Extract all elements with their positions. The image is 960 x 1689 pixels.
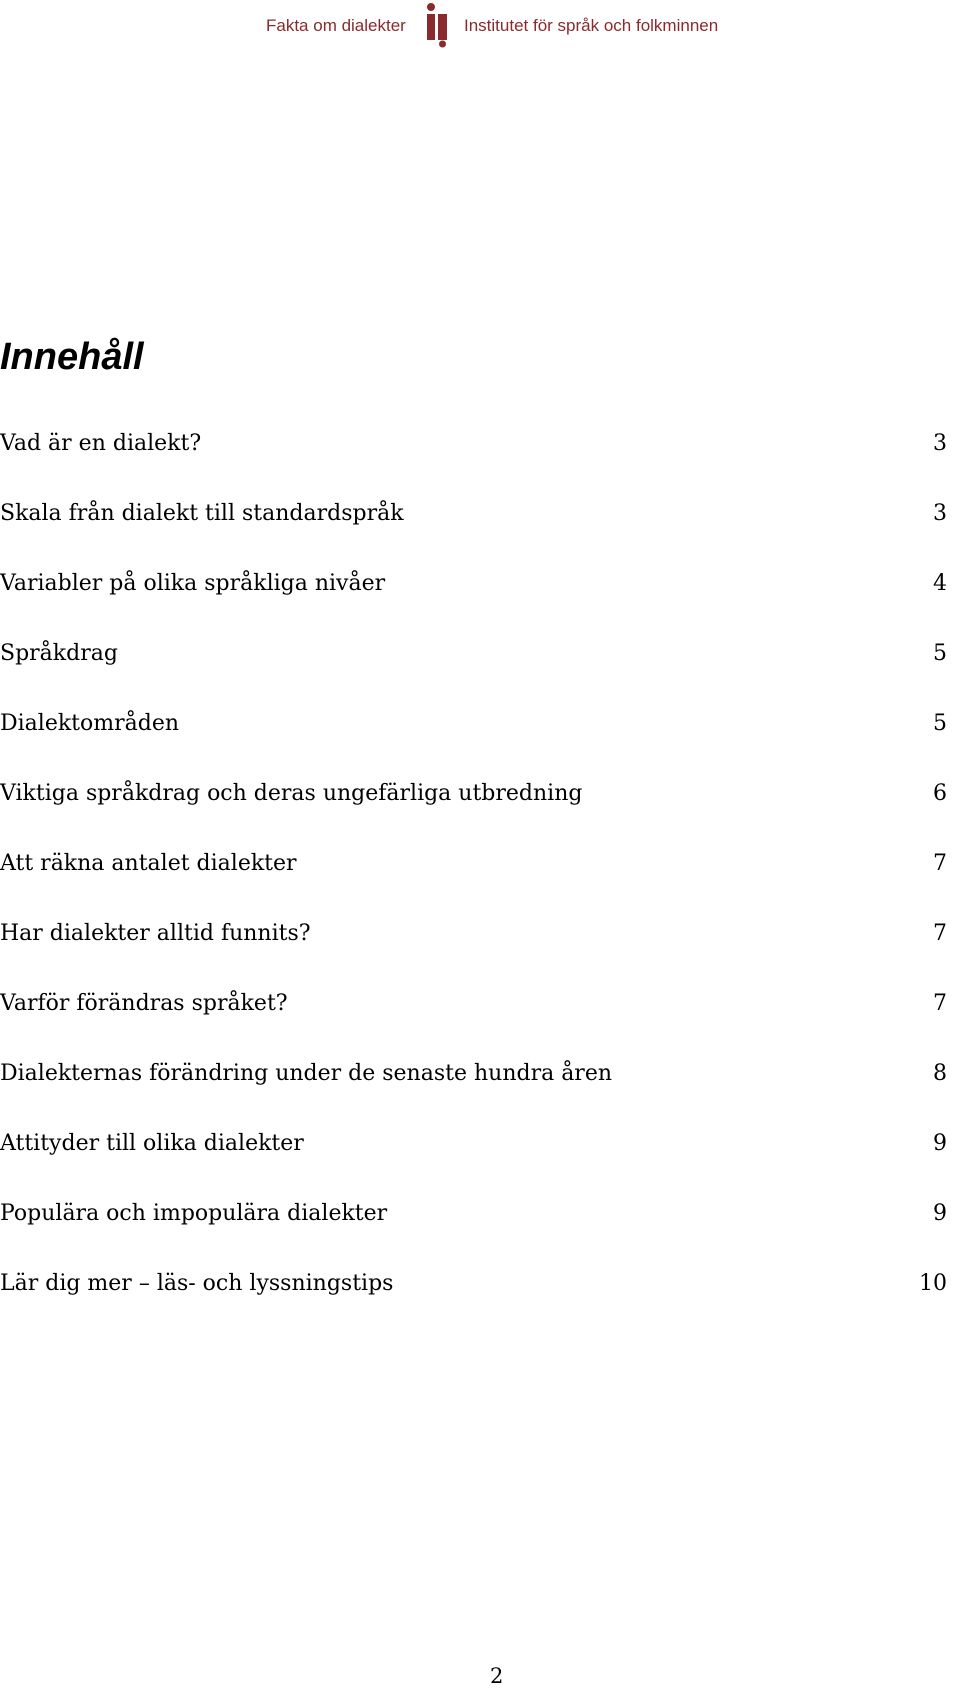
toc-entry[interactable] xyxy=(0,1265,960,1335)
toc-entry-page: 9 xyxy=(933,1201,947,1226)
page-number: 2 xyxy=(490,1664,504,1688)
page-header xyxy=(0,0,960,56)
toc-entry[interactable] xyxy=(0,565,960,635)
toc-entry-label: Varför förändras språket? xyxy=(0,991,288,1016)
toc-entry-page: 7 xyxy=(933,991,947,1016)
toc-entry[interactable] xyxy=(0,1125,960,1195)
header-institute-name: Institutet för språk och folkminnen xyxy=(464,16,719,35)
toc-entry-label: Dialektområden xyxy=(0,711,180,736)
header-document-title: Fakta om dialekter xyxy=(266,16,406,35)
toc-entry[interactable] xyxy=(0,705,960,775)
toc-entry-page: 7 xyxy=(933,921,947,946)
institute-logo-icon xyxy=(426,2,448,48)
toc-entry[interactable] xyxy=(0,985,960,1055)
toc-entry[interactable] xyxy=(0,425,960,495)
toc-entry-page: 8 xyxy=(933,1061,947,1086)
toc-entry-label: Viktiga språkdrag och deras ungefärliga utbredning xyxy=(0,781,583,806)
toc-entry-page: 7 xyxy=(933,851,947,876)
toc-entry-page: 6 xyxy=(933,781,947,806)
toc-entry[interactable] xyxy=(0,635,960,705)
toc-entry[interactable] xyxy=(0,1195,960,1265)
toc-entry[interactable] xyxy=(0,1055,960,1125)
toc-entry[interactable] xyxy=(0,775,960,845)
toc-entry-label: Vad är en dialekt? xyxy=(0,431,202,456)
toc-entry-label: Variabler på olika språkliga nivåer xyxy=(0,571,386,596)
toc-entry-label: Skala från dialekt till standardspråk xyxy=(0,501,404,526)
toc-entry[interactable] xyxy=(0,915,960,985)
toc-entry-label: Har dialekter alltid funnits? xyxy=(0,921,311,946)
toc-entry-label: Lär dig mer – läs- och lyssningstips xyxy=(0,1271,394,1296)
toc-entry-page: 4 xyxy=(933,571,947,596)
toc-entry-page: 10 xyxy=(919,1271,947,1296)
toc-entry-label: Attityder till olika dialekter xyxy=(0,1131,304,1156)
table-of-contents xyxy=(0,425,960,1335)
toc-entry-label: Språkdrag xyxy=(0,641,118,666)
toc-entry-page: 3 xyxy=(933,431,947,456)
page-title: Innehåll xyxy=(0,336,144,378)
toc-entry-label: Populära och impopulära dialekter xyxy=(0,1201,388,1226)
toc-entry[interactable] xyxy=(0,845,960,915)
toc-entry-page: 3 xyxy=(933,501,947,526)
toc-entry-label: Att räkna antalet dialekter xyxy=(0,851,297,876)
toc-entry[interactable] xyxy=(0,495,960,565)
toc-entry-label: Dialekternas förändring under de senaste hundra åren xyxy=(0,1061,613,1086)
toc-entry-page: 5 xyxy=(933,641,947,666)
toc-entry-page: 5 xyxy=(933,711,947,736)
toc-entry-page: 9 xyxy=(933,1131,947,1156)
